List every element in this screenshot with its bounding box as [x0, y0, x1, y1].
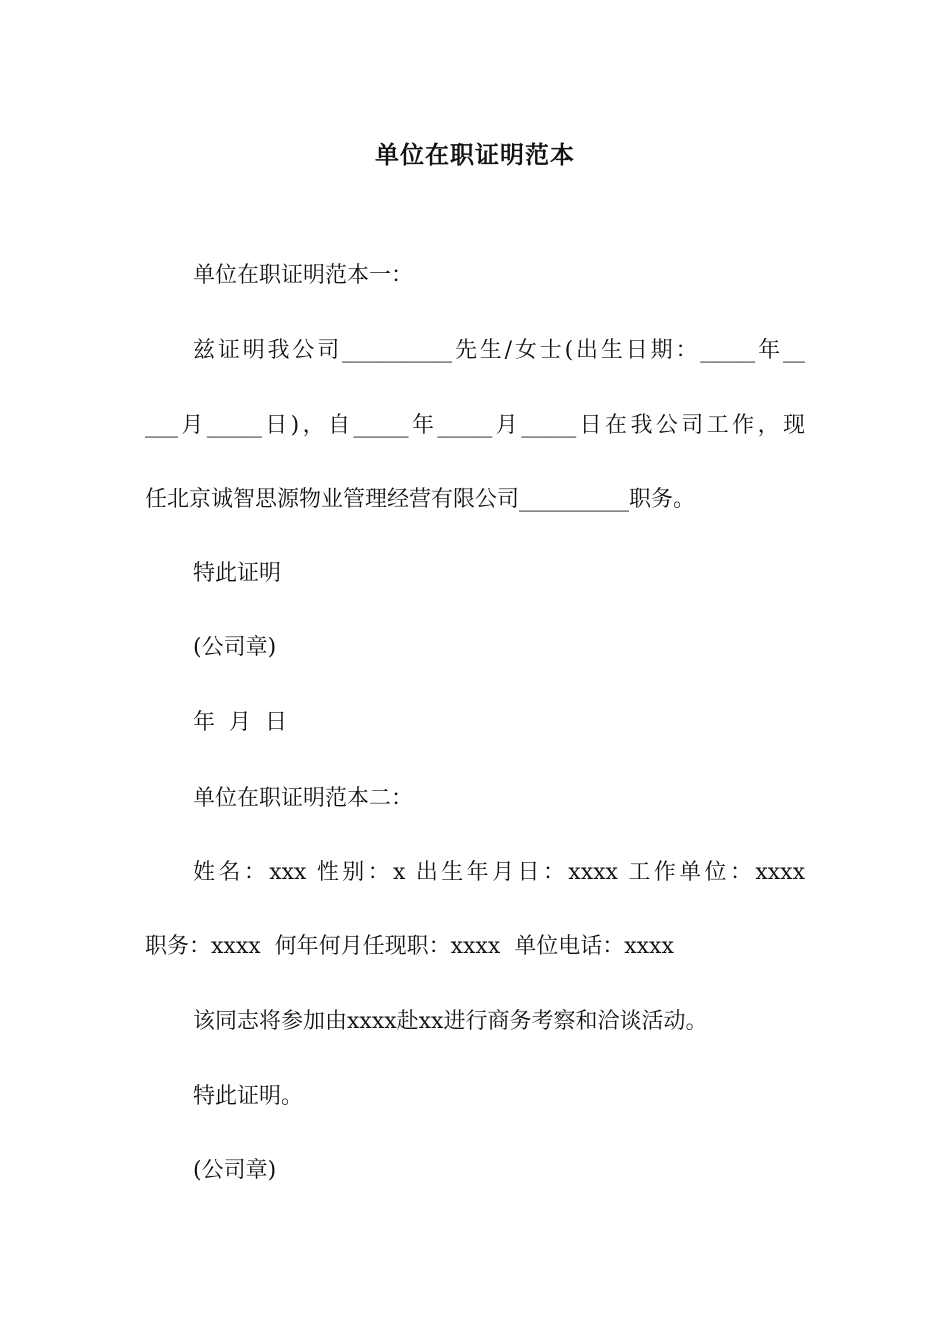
date-line: 年 月 日 — [193, 710, 287, 735]
paragraph-line: 该同志将参加由xxxx赴xx进行商务考察和洽谈活动。 — [193, 1009, 708, 1034]
paragraph-line: 任北京诚智思源物业管理经营有限公司__________职务。 — [145, 487, 696, 512]
section-two-heading: 单位在职证明范本二： — [193, 786, 414, 811]
section-one-heading: 单位在职证明范本一： — [193, 263, 414, 288]
company-seal-label: (公司章) — [193, 1158, 277, 1183]
info-line: 职务：xxxx 何年何月任现职：xxxx 单位电话：xxxx — [145, 934, 674, 959]
info-line: 姓名：xxx 性别：x 出生年月日：xxxx 工作单位：xxxx — [193, 860, 805, 885]
paragraph-line: 兹证明我公司__________先生/女士(出生日期：_____年__ — [193, 338, 805, 363]
company-seal-label: (公司章) — [193, 635, 277, 660]
paragraph-line: ___月_____日)，自_____年_____月_____日在我公司工作，现 — [145, 413, 805, 438]
document-title: 单位在职证明范本 — [375, 140, 575, 169]
certify-text: 特此证明。 — [193, 1084, 304, 1109]
certify-text: 特此证明 — [193, 561, 282, 586]
